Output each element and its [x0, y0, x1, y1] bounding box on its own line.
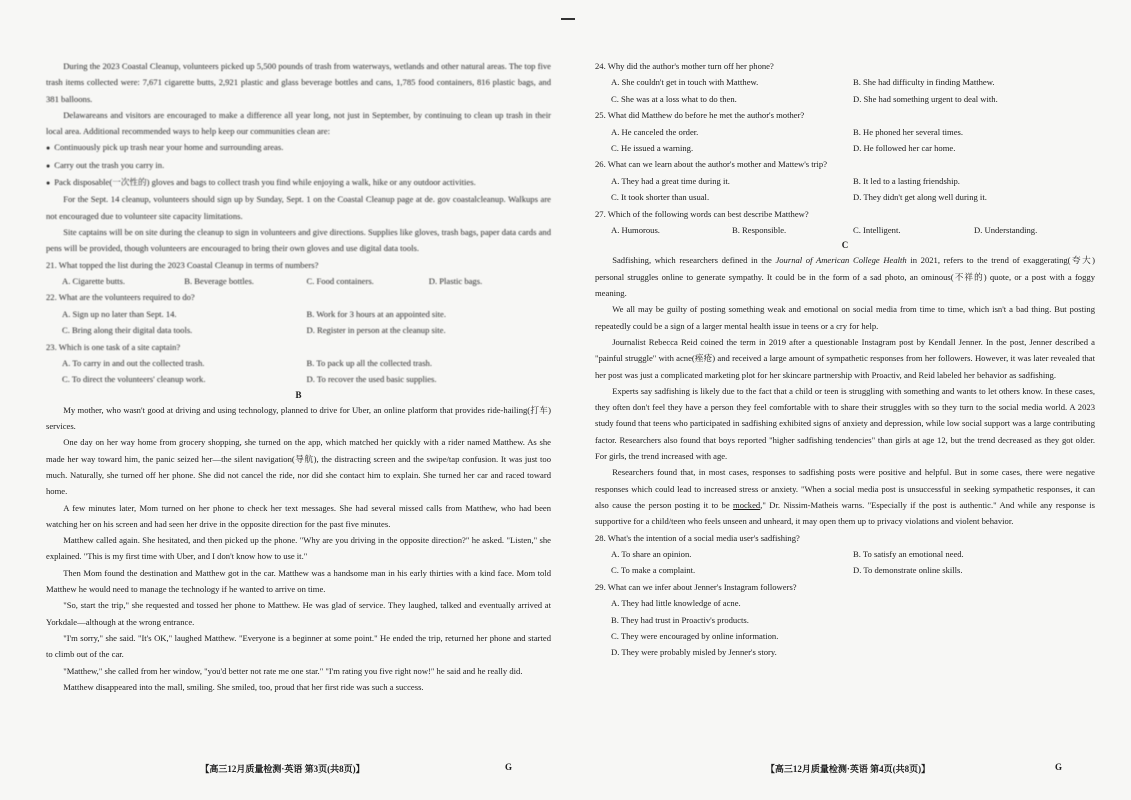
- option: D. To demonstrate online skills.: [853, 565, 963, 576]
- option: C. To make a complaint.: [611, 565, 696, 576]
- passage-b-paragraph: Matthew called again. She hesitated, and then picked up the phone. "Why are you driving in the opposite direction?" he asked. "Listen," she explained. "This is my first time with Uber, and I don't know how to use it.": [46, 535, 551, 562]
- passage-c-paragraph: We all may be guilty of posting something weak and emotional on social media from time to time, which isn't a bad thing. But posting repeatedly could be a sign of a larger mental health issue in teens or a cry for help.: [595, 304, 1095, 331]
- passage-a-paragraph: Delawareans and visitors are encouraged to make a difference all year long, not just in September, by continuing to clean up trash in their local area. Additional recommended ways to help keep our communities clean are:: [46, 109, 551, 137]
- footer-text: 【高三12月质量检测·英语 第4页(共8页)】: [765, 764, 931, 774]
- question-26: 26. What can we learn about the author's mother and Mattew's trip?: [595, 159, 828, 170]
- option: A. She couldn't get in touch with Matthew.: [611, 77, 759, 88]
- option: A. Sign up no later than Sept. 14.: [62, 308, 177, 319]
- text-run: in 2021, refers to the trend of exaggerating(夸大) personal struggles online to generate sympathy. It could be in the form of a sad photo, an ominous(不祥的) quote, or a post with a foggy meaning.: [595, 255, 1096, 299]
- option: D. To recover the used basic supplies.: [306, 374, 437, 385]
- option: C. Food containers.: [306, 275, 374, 286]
- passage-a-paragraph: During the 2023 Coastal Cleanup, volunteers picked up 5,500 pounds of trash from waterways, wetlands and other natural areas. The top five trash items collected were: 7,671 cigarette butts, 2,921 plastic and glass beverage bottles and cans, 1,785 food containers, 816 plastic bags, and 381 balloons.: [46, 61, 551, 104]
- option: A. Humorous.: [611, 225, 660, 236]
- option: D. Understanding.: [974, 225, 1038, 236]
- question-29: 29. What can we infer about Jenner's Instagram followers?: [595, 581, 797, 592]
- option: D. They were probably misled by Jenner's story.: [611, 647, 777, 658]
- option: D. He followed her car home.: [853, 143, 956, 154]
- footer-version: G: [1055, 762, 1063, 772]
- option: A. They had a great time during it.: [611, 175, 730, 186]
- option: B. It led to a lasting friendship.: [853, 175, 960, 186]
- passage-a-paragraph: For the Sept. 14 cleanup, volunteers should sign up by Sunday, Sept. 1 on the Coastal Cleanup page at de. gov coastalcleanup. Walkups are not encouraged due to volunteer site capacity limitations.: [46, 194, 551, 221]
- question-22-options: [46, 306, 551, 339]
- question-22: 22. What are the volunteers required to do?: [46, 292, 195, 303]
- question-24-options: [595, 74, 1095, 107]
- footer-text: 【高三12月质量检测·英语 第3页(共8页)】: [200, 764, 365, 774]
- passage-b-paragraph: "Matthew," she called from her window, "you'd better not rate me one star." "I'm rating you five right now!" he said and he really did.: [63, 665, 523, 676]
- option: B. To satisfy an emotional need.: [853, 548, 964, 559]
- option: B. Beverage bottles.: [184, 275, 254, 286]
- option: A. To carry in and out the collected trash.: [62, 358, 205, 368]
- passage-c-paragraph: [595, 464, 1095, 529]
- question-27: 27. Which of the following words can best describe Matthew?: [595, 208, 809, 219]
- option: B. He phoned her several times.: [853, 126, 964, 137]
- section-heading-c: C: [841, 240, 849, 251]
- question-21: 21. What topped the list during the 2023 Coastal Cleanup in terms of numbers?: [46, 259, 319, 270]
- passage-c-paragraph: [595, 252, 1095, 301]
- bullet-item: ● Carry out the trash you carry in.: [46, 157, 551, 174]
- option: D. Plastic bags.: [428, 275, 483, 286]
- option: A. Cigarette butts.: [62, 275, 126, 286]
- question-24: 24. Why did the author's mother turn off her phone?: [595, 61, 774, 71]
- question-23-options: [46, 355, 551, 388]
- option: C. They were encouraged by online information.: [611, 630, 779, 641]
- option: C. Intelligent.: [853, 225, 901, 236]
- right-page: [565, 0, 1131, 800]
- question-26-options: [595, 173, 1095, 206]
- option: B. Work for 3 hours at an appointed site.: [306, 308, 446, 319]
- question-27-options: [595, 222, 1095, 238]
- question-25-options: [595, 124, 1095, 157]
- question-23: 23. Which is one task of a site captain?: [46, 341, 181, 352]
- option: C. To direct the volunteers' cleanup work.: [62, 374, 206, 385]
- question-21-options: [46, 273, 551, 289]
- question-28: 28. What's the intention of a social media user's sadfishing?: [595, 532, 800, 543]
- underlined-word: mocked: [733, 499, 761, 510]
- passage-a: [46, 58, 551, 388]
- option: D. Register in person at the cleanup site.: [306, 325, 446, 336]
- option: C. She was at a loss what to do then.: [611, 93, 737, 104]
- text-run: Sadfishing, which researchers defined in the: [612, 255, 776, 266]
- question-25: 25. What did Matthew do before he met the author's mother?: [595, 110, 805, 121]
- section-heading-b: B: [295, 389, 302, 400]
- option: C. It took shorter than usual.: [611, 192, 710, 203]
- text-run: Researchers found that, in most cases, responses to sadfishing posts were positive and helpful. But in some cases, there were negative responses which could lead to increased stress or anxiety. "When a social media post is unsuccessful in seeking sympathetic responses, it can also cause the person posting it to be: [595, 467, 1095, 510]
- option: D. She had something urgent to deal with.: [853, 93, 998, 104]
- option: C. He issued a warning.: [611, 143, 694, 154]
- option: D. They didn't get along well during it.: [853, 192, 987, 203]
- passage-b: [46, 402, 551, 695]
- passage-b-paragraph: Then Mom found the destination and Matthew got in the car. Matthew was a handsome man in his early thirties with a kind face. Mom told Matthew he would need to manage the technology if he wanted to arrive on time.: [46, 567, 551, 595]
- question-29-options: [595, 595, 1095, 661]
- passage-b-paragraph: "I'm sorry," she said. "It's OK," laughed Matthew. "Everyone is a beginner at some point." He ended the trip, returned her phone and started to climb out of the car.: [46, 632, 551, 660]
- text-run: ," Dr. Nissim-Matheis warns. "Especially if the post is authentic." And while any response is supportive for a child/teen who feels unseen and unheard, it may open them up to privacy violations and violent behavior.: [595, 499, 1095, 527]
- passage-b-paragraph: "So, start the trip," she requested and tossed her phone to Matthew. He was glad of service. They laughed, talked and eventually arrived at Yorkdale—although at the wrong entrance.: [46, 600, 551, 627]
- passage-b-paragraph: My mother, who wasn't good at driving and using technology, planned to drive for Uber, an online platform that provides ride-hailing(打车) services.: [46, 404, 551, 432]
- question-28-options: [595, 546, 1095, 579]
- passage-b-paragraph: Matthew disappeared into the mall, smiling. She smiled, too, proud that her first ride was such a success.: [63, 681, 424, 692]
- passage-a-paragraph: Site captains will be on site during the cleanup to sign in volunteers and give directions. Supplies like gloves, trash bags, paper data cards and pens will be provided, though volunteers are encouraged to bring their own gloves and use digital data tools.: [46, 226, 551, 254]
- passage-b-paragraph: One day on her way home from grocery shopping, she turned on the app, which matched her quickly with a rider named Matthew. As she made her way toward him, the panic seized her—the silent navigation(导航), the distracting screen and the swipe/tap confusion. It was just too much. Naturally, she turned off her phone. She did not cancel the ride, nor did she contact him to explain. She turned her car and raced toward home.: [46, 437, 551, 497]
- option: A. They had little knowledge of acne.: [611, 598, 741, 609]
- option: A. He canceled the order.: [611, 126, 699, 137]
- option: B. She had difficulty in finding Matthew.: [853, 77, 995, 88]
- footer-version: G: [505, 762, 513, 772]
- option: C. Bring along their digital data tools.: [62, 325, 193, 336]
- bullet-item: ● Continuously pick up trash near your home and surrounding areas.: [46, 139, 551, 156]
- option: A. To share an opinion.: [611, 548, 692, 559]
- passage-b-paragraph: A few minutes later, Mom turned on her phone to check her text messages. She had several missed calls from Matthew, who had been watching her on his screen and had seen her drive in the opposite direction for the past five minutes.: [46, 502, 551, 529]
- option: B. To pack up all the collected trash.: [306, 358, 432, 368]
- passage-c-paragraph: Experts say sadfishing is likely due to the fact that a child or teen is struggling with something and wants to let others know. In these cases, they often don't feel they have a person they feel comfortable with to share their struggles with so they turn to the social media world. A 2023 study found that teens who participated in sadfishing exhibited signs of anxiety and depression, while low social support was a large contributing factor. Researchers also found that boys reported "higher sadfishing tendencies" than girls at age 12, but the trend decreased as they got older. For girls, the trend increased with age.: [595, 385, 1095, 462]
- option: B. They had trust in Proactiv's products.: [611, 614, 749, 625]
- journal-title: Journal of American College Health: [775, 255, 907, 266]
- left-page: [0, 0, 565, 800]
- option: B. Responsible.: [732, 225, 787, 236]
- passage-c-paragraph: Journalist Rebecca Reid coined the term in 2019 after a questionable Instagram post by Kendall Jenner. In the post, Jenner described a "painful struggle" with acne(痤疮) and received a large amount of sympathetic responses from her followers. However, it was later revealed that her post was just a complicated marketing plot for her skincare partnership with Proactiv, and Reid labeled her behavior as sadfishing.: [595, 336, 1095, 380]
- bullet-item: ● Pack disposable(一次性的) gloves and bags to collect trash you find while enjoying a walk, hike or any outdoor activities.: [46, 174, 551, 191]
